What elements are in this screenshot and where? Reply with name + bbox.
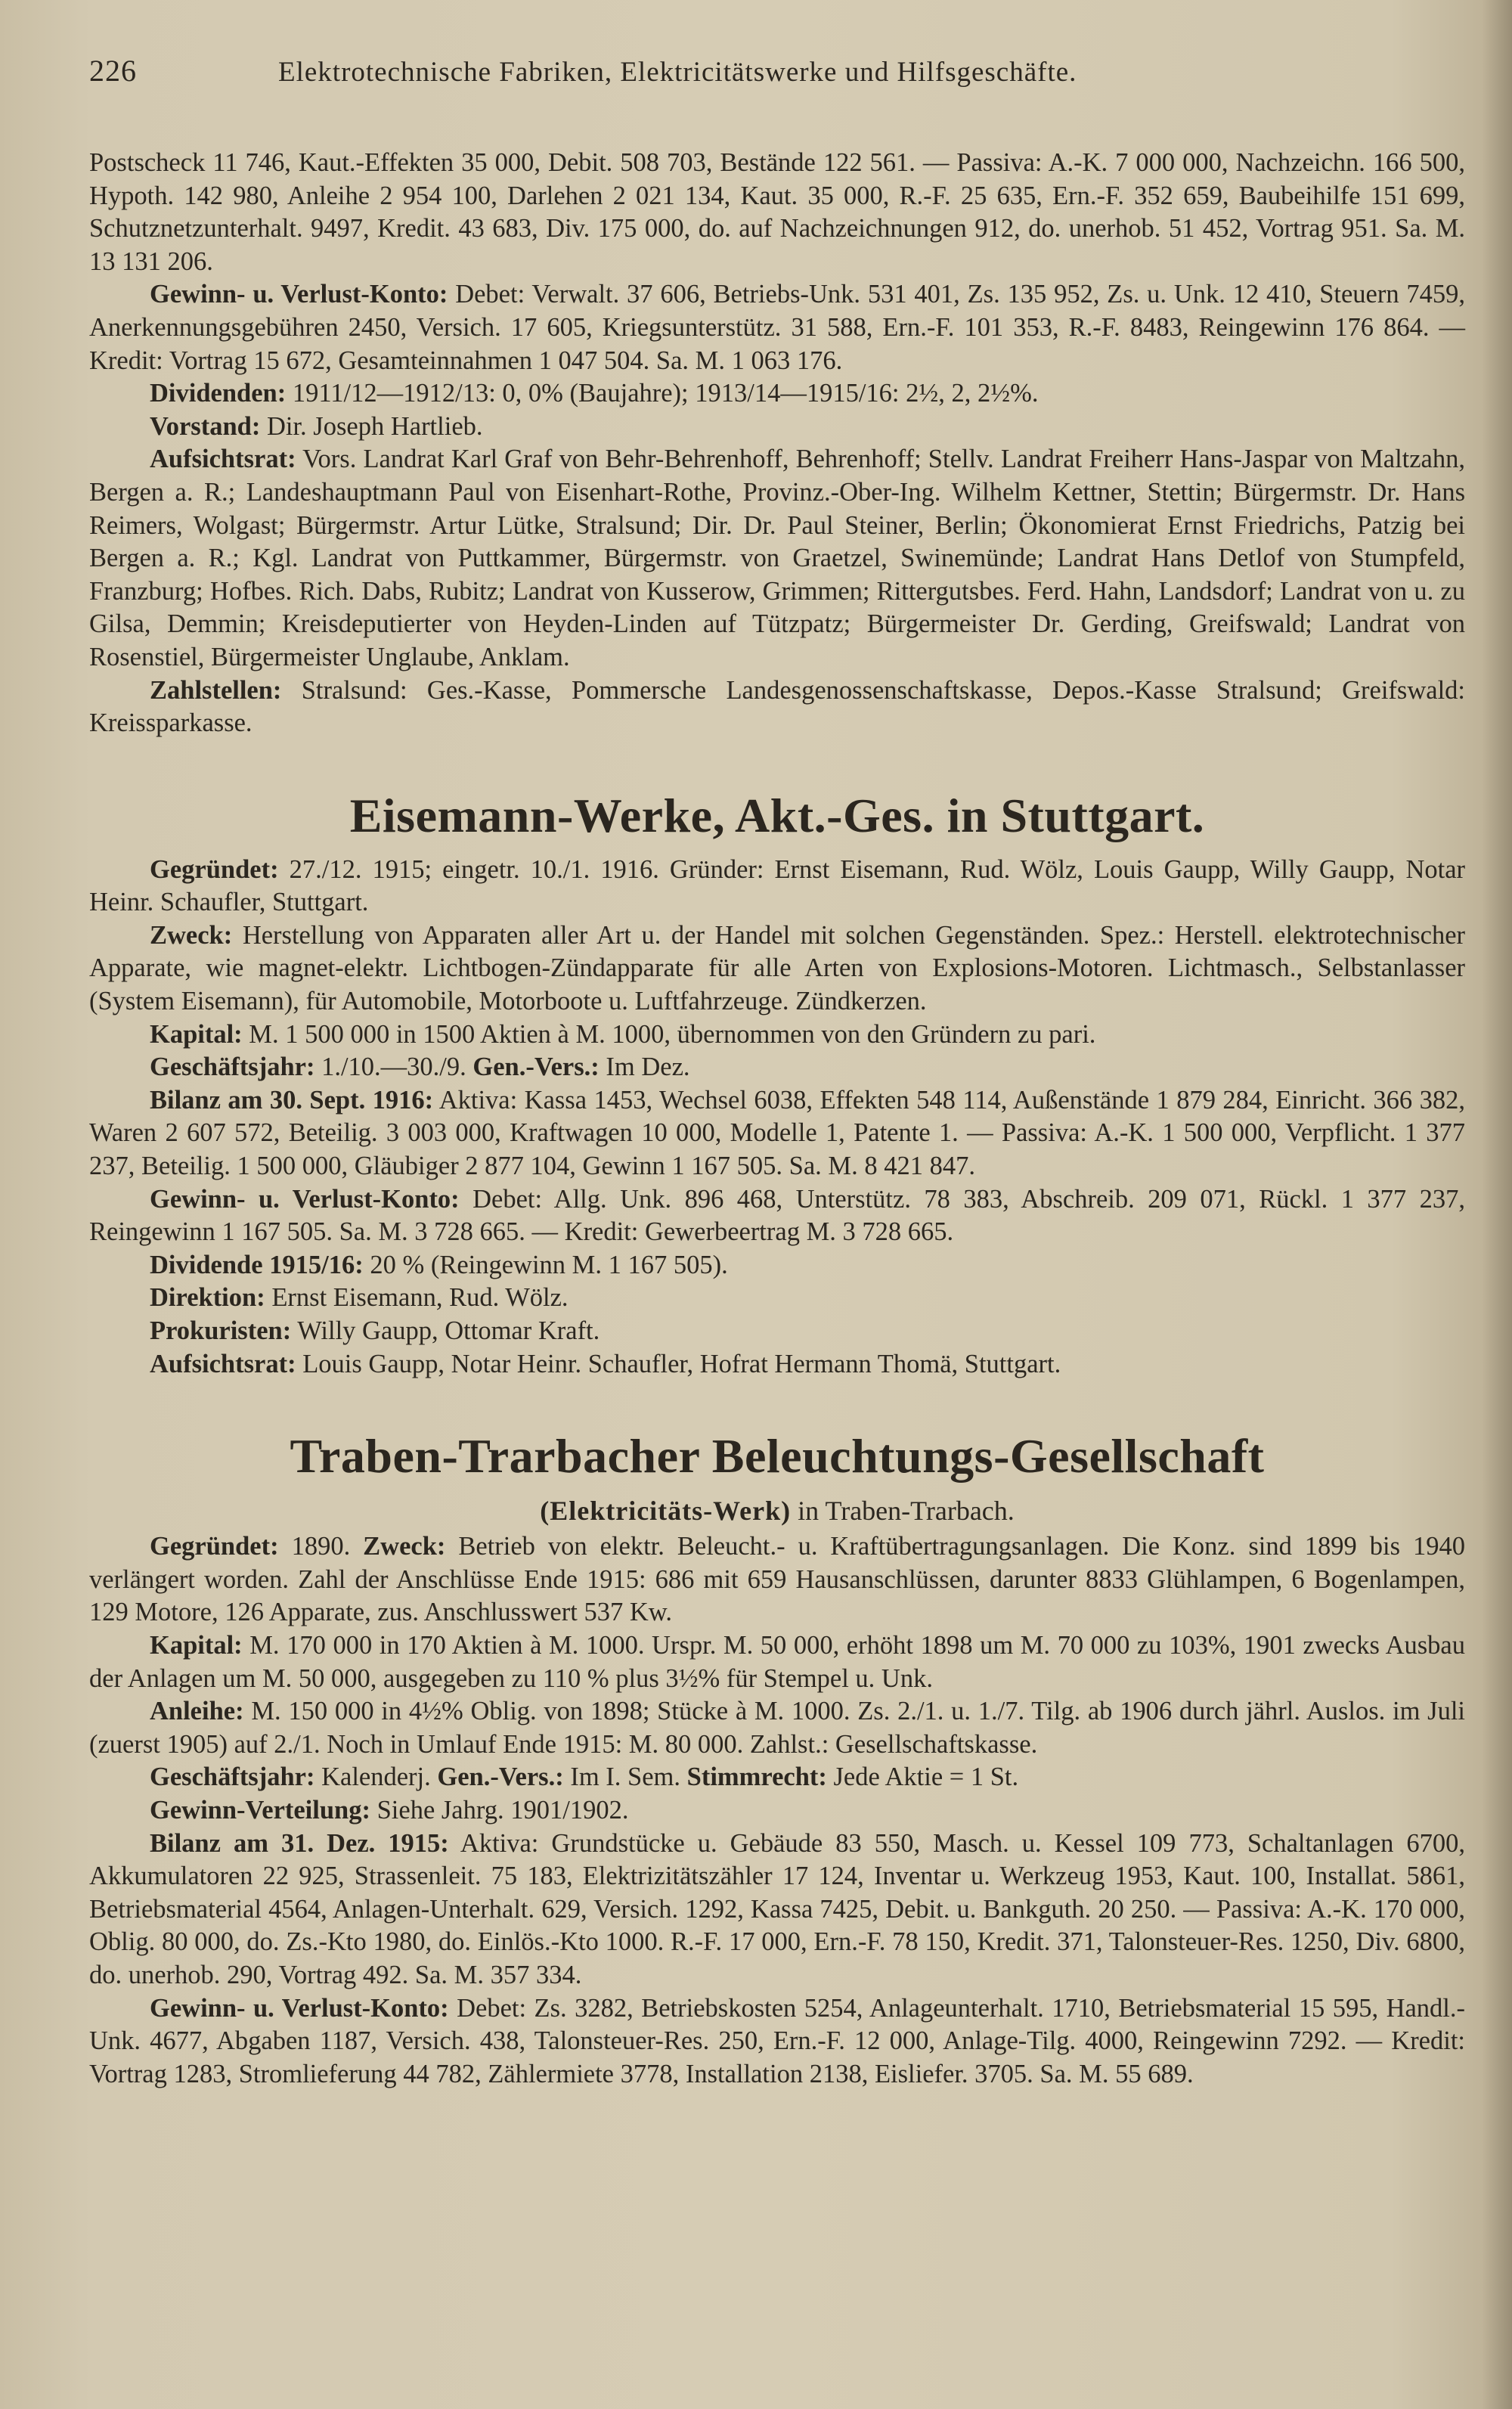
geschaeftsjahr [89,1051,1465,1084]
gegruendet-label: Gegründet: [150,854,279,884]
zweck-text: Betrieb von elektr. Beleucht.- u. Kraftübertragungsanlagen. Die Konz. sind 1899 bis 1940 verlängert worden. Zahl der Anschlüsse Ende 1915: 686 mit 659 Hausanschlüssen, darunter 8833 Glühlampen, 6 Bogenlampen, 129 Motore, 126 Apparate, zus. Anschlusswert 537 Kw. [89,1532,1466,1627]
gegruendet-zweck [89,1530,1465,1629]
direktion [89,1282,1465,1315]
subtitle-rest: in Traben-Trarbach. [798,1496,1015,1527]
dividende [89,1249,1465,1282]
gewinn-verlust-konto [89,278,1465,377]
stimmrecht-label: Stimmrecht: [686,1763,827,1792]
gegruendet-text: 1890. [291,1532,351,1561]
section-eisemann-werke [89,786,1465,1381]
zweck-label: Zweck: [363,1532,446,1561]
prokuristen [89,1315,1465,1348]
kapital [89,1629,1465,1695]
geschaeftsjahr [89,1761,1465,1794]
bilanz-text: Aktiva: Kassa 1453, Wechsel 6038, Effekten 548 114, Außenstände 1 879 284, Einricht. 366 382, Waren 2 607 572, Beteilig. 3 003 000, Kraftwagen 10 000, Modelle 1, Patente 1. — Passiva: A.-K. 1 500 000, Verpflicht. 1 377 237, Beteilig. 1 500 000, Gläubiger 2 877 104, Gewinn 1 167 505. Sa. M. 8 421 847. [89,1085,1466,1181]
zweck [89,919,1465,1018]
page-content [89,53,1465,2091]
aufsichtsrat [89,443,1465,674]
running-head [89,53,1465,98]
gegruendet-text: 27./12. 1915; eingetr. 10./1. 1916. Gründer: Ernst Eisemann, Rud. Wölz, Louis Gaupp, Willy Gaupp, Notar Heinr. Schaufler, Stuttgart. [89,854,1466,917]
gewinnverteilung-text: Siehe Jahrg. 1901/1902. [376,1795,629,1825]
gewinn-text: Debet: Allg. Unk. 896 468, Unterstütz. 78 383, Abschreib. 209 071, Rückl. 1 377 237, Reingewinn 1 167 505. Sa. M. 3 728 665. — Kredit: Gewerbeertrag M. 3 728 665. [89,1184,1466,1247]
gewinnverteilung-label: Gewinn-Verteilung: [150,1795,370,1825]
subtitle-bold: (Elektricitäts-Werk) [540,1496,792,1527]
direktion-label: Direktion: [150,1283,265,1313]
geschaeftsjahr-label: Geschäftsjahr: [150,1763,315,1792]
genvers-text: Im I. Sem. [570,1763,681,1792]
bilanz [89,1828,1465,1992]
bilanz-continuation [89,147,1465,278]
dividende-text: 20 % (Reingewinn M. 1 167 505). [370,1250,728,1279]
aufsichtsrat-text: Louis Gaupp, Notar Heinr. Schaufler, Hofrat Hermann Thomä, Stuttgart. [302,1349,1061,1378]
gewinn-verlust-konto [89,1183,1465,1249]
vorstand-label: Vorstand: [150,411,261,441]
vorstand [89,411,1465,444]
geschaeftsjahr-label: Geschäftsjahr: [150,1053,315,1082]
anleihe-label: Anleihe: [150,1697,244,1726]
genvers-text: Im Dez. [606,1053,690,1082]
section-traben-trarbacher [89,1426,1465,2091]
bilanz-label: Bilanz am 31. Dez. 1915: [150,1828,449,1858]
gegruendet-label: Gegründet: [150,1532,279,1561]
dividende-label: Dividende 1915/16: [150,1250,364,1279]
zahlstellen [89,674,1465,740]
kapital-text: M. 170 000 in 170 Aktien à M. 1000. Urspr. M. 50 000, erhöht 1898 um M. 70 000 zu 103%, 1901 zwecks Ausbau der Anlagen um M. 50 000, ausgegeben zu 110 % plus 3½% für Stempel u. Unk. [89,1630,1465,1693]
anleihe [89,1695,1465,1761]
bilanz-text: Aktiva: Grundstücke u. Gebäude 83 550, Masch. u. Kessel 109 773, Schaltanlagen 6700, Akkumulatoren 22 925, Strassenleit. 75 183, Elektrizitätszähler 17 124, Inventar u. Werkzeug 1953, Kaut. 100, Installat. 5861, Betriebsmaterial 4564, Anlagen-Unterhalt. 629, Versich. 1292, Kassa 7425, Debit. u. Bankguth. 20 250. — Passiva: A.-K. 170 000, Oblig. 80 000, do. Zs.-Kto 1980, do. Einlös.-Kto 1000. R.-F. 17 000, Ern.-F. 78 150, Kredit. 371, Talonsteuer-Res. 1250, Div. 6800, do. unerhob. 290, Vortrag 492. Sa. M. 357 334. [89,1828,1465,1989]
prokuristen-text: Willy Gaupp, Ottomar Kraft. [297,1316,600,1345]
bilanz-continuation-text: Postscheck 11 746, Kaut.-Effekten 35 000, Debit. 508 703, Bestände 122 561. — Passiva: A.-K. 7 000 000, Nachzeichn. 166 500, Hypoth. 142 980, Anleihe 2 954 100, Darlehen 2 021 134, Kaut. 35 000, R.-F. 25 635, Ern.-F. 352 659, Baubeihilfe 151 699, Schutznetzunterhalt. 9497, Kredit. 43 683, Div. 175 000, do. auf Nachzeichnungen 912, do. unerhob. 51 452, Vortrag 951. Sa. M. 13 131 206. [89,148,1465,276]
zweck-label: Zweck: [150,920,233,950]
gewinn-text: Debet: Verwalt. 37 606, Betriebs-Unk. 531 401, Zs. 135 952, Zs. u. Unk. 12 410, Steuern 7459, Anerkennungsgebühren 2450, Versich. 17 605, Kriegsunterstütz. 31 588, Ern.-F. 101 353, R.-F. 8483, Reingewinn 176 864. — Kredit: Vortrag 15 672, Gesamteinnahmen 1 047 504. Sa. M. 1 063 176. [89,280,1466,375]
vorstand-text: Dir. Joseph Hartlieb. [266,411,483,441]
zahlstellen-text: Stralsund: Ges.-Kasse, Pommersche Landesgenossenschaftskasse, Depos.-Kasse Stralsund; Greifswald: Kreissparkasse. [89,675,1465,738]
gewinn-label: Gewinn- u. Verlust-Konto: [150,1184,460,1214]
bilanz [89,1084,1465,1183]
gewinn-text: Debet: Zs. 3282, Betriebskosten 5254, Anlageunterhalt. 1710, Betriebsmaterial 15 595, Handl.-Unk. 4677, Abgaben 1187, Versich. 438, Talonsteuer-Res. 250, Ern.-F. 12 000, Anlage-Tilg. 4000, Reingewinn 7292. — Kredit: Vortrag 1283, Stromlieferung 44 782, Zählermiete 3778, Installation 2138, Eisliefer. 3705. Sa. M. 55 689. [89,1993,1466,2088]
gewinn-verlust-konto [89,1992,1465,2091]
aufsichtsrat-label: Aufsichtsrat: [150,1349,296,1378]
gewinn-verteilung [89,1794,1465,1828]
prokuristen-label: Prokuristen: [150,1316,292,1345]
genvers-label: Gen.-Vers.: [472,1053,600,1082]
aufsichtsrat-text: Vors. Landrat Karl Graf von Behr-Behrenhoff, Behrenhoff; Stellv. Landrat Freiherr Hans-Jaspar von Maltzahn, Bergen a. R.; Landeshauptmann Paul von Eisenhart-Rothe, Provinz.-Ober-Ing. Wilhelm Kettner, Stettin; Bürgermstr. Dr. Hans Reimers, Wolgast; Bürgermstr. Artur Lütke, Stralsund; Dir. Dr. Paul Steiner, Berlin; Ökonomierat Ernst Friedrichs, Patzig bei Bergen a. R.; Kgl. Landrat von Puttkammer, Bürgermstr. von Graetzel, Swinemünde; Landrat Hans Detlof von Stumpfeld, Franzburg; Hofbes. Rich. Dabs, Rubitz; Landrat von Kusserow, Grimmen; Rittergutsbes. Ferd. Hahn, Landsdorf; Landrat von u. zu Gilsa, Demmin; Kreisdeputierter von Heyden-Linden auf Tützpatz; Bürgermeister Dr. Gerding, Greifswald; Landrat von Rosenstiel, Bürgermeister Unglaube, Anklam. [89,445,1465,671]
direktion-text: Ernst Eisemann, Rud. Wölz. [271,1283,569,1313]
aufsichtsrat-label: Aufsichtsrat: [150,445,296,474]
stimmrecht-text: Jede Aktie = 1 St. [833,1763,1019,1792]
running-head-title: Elektrotechnische Fabriken, Elektricitätswerke und Hilfsgeschäfte. [278,57,1077,88]
kapital [89,1018,1465,1052]
genvers-label: Gen.-Vers.: [437,1763,564,1792]
geschaeftsjahr-text: 1./10.—30./9. [321,1053,466,1082]
gegruendet [89,854,1465,919]
gewinn-label: Gewinn- u. Verlust-Konto: [150,280,448,309]
dividenden-text: 1911/12—1912/13: 0, 0% (Baujahre); 1913/14—1915/16: 2½, 2, 2½%. [292,379,1039,408]
geschaeftsjahr-text: Kalenderj. [321,1763,431,1792]
bilanz-label: Bilanz am 30. Sept. 1916: [150,1085,434,1115]
dividenden [89,377,1465,411]
zweck-text: Herstellung von Apparaten aller Art u. der Handel mit solchen Gegenständen. Spez.: Herstell. elektrotechnischer Apparate, wie magnet-elektr. Lichtbogen-Zündapparate für alle Arten von Explosions-Motoren. Lichtmasch., Selbstanlasser (System Eisemann), für Automobile, Motorboote u. Luftfahrzeuge. Zündkerzen. [89,920,1465,1016]
zahlstellen-label: Zahlstellen: [150,675,282,705]
aufsichtsrat [89,1348,1465,1381]
kapital-text: M. 1 500 000 in 1500 Aktien à M. 1000, übernommen von den Gründern zu pari. [249,1019,1096,1049]
company-subtitle [89,1494,1465,1527]
page-number: 226 [89,54,137,88]
anleihe-text: M. 150 000 in 4½% Oblig. von 1898; Stücke à M. 1000. Zs. 2./1. u. 1./7. Tilg. ab 1906 durch jährl. Auslos. im Juli (zuerst 1905) auf 2./1. Noch in Umlauf Ende 1915: M. 80 000. Zahlst.: Gesellschaftskasse. [89,1697,1466,1759]
page-edge-shadow [1482,0,1512,2409]
section-previous-company [89,147,1465,740]
dividenden-label: Dividenden: [150,379,287,408]
kapital-label: Kapital: [150,1019,243,1049]
company-title-eisemann: Eisemann-Werke, Akt.-Ges. in Stuttgart. [349,788,1205,842]
gewinn-label: Gewinn- u. Verlust-Konto: [150,1993,449,2023]
company-title-traben-trarbacher: Traben-Trarbacher Beleuchtungs-Gesellschaft [290,1429,1265,1484]
kapital-label: Kapital: [150,1630,243,1660]
